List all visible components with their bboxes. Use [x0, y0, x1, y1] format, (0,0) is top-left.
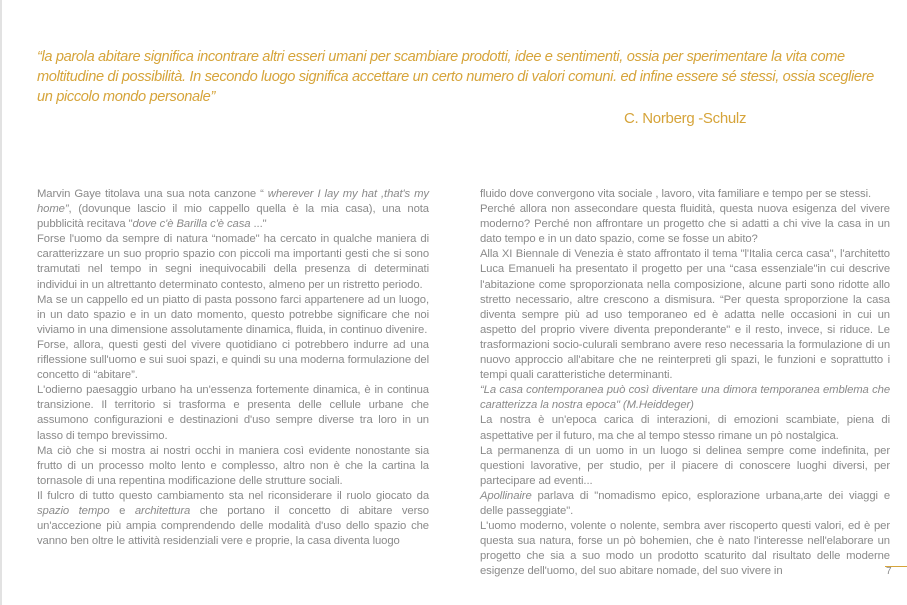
body-text: ..." [250, 218, 267, 231]
epigraph-quote: “la parola abitare significa incontrare altri esseri umani per scambiare prodotti, idee e sentimenti, ossia per sperimentare la vita come moltitudine di possibilità. In secondo luogo significa accettare un certo numero di valori comuni. ed infine essere sé stessi, ossia scegliere un piccolo mondo personale” [37, 49, 874, 105]
paragraph [480, 519, 890, 579]
paragraph [37, 232, 429, 292]
paragraph [37, 444, 429, 489]
paragraph [37, 293, 429, 338]
body-text: fluido dove convergono vita sociale , lavoro, vita familiare e tempo per se stessi. [480, 188, 872, 200]
paragraph [480, 187, 890, 202]
body-text: Ma se un cappello ed un piatto di pasta possono farci appartenere ad un luogo, in un dato spazio e in un dato momento, questo potrebbe significare che noi viviamo in una dimensione assolutamente dinamica, fluida, in continuo divenire. [37, 293, 429, 336]
paragraph [480, 413, 890, 443]
body-text: La nostra è un'epoca carica di interazioni, di emozioni scambiate, piena di aspettative per il futuro, ma che al tempo stesso rimane un pò nostalgica. [480, 414, 890, 442]
body-text: Ma ciò che si mostra ai nostri occhi in maniera così evidente nonostante sia frutto di un processo molto lento e complesso, altro non è che la cartina la tornasole di una repentina modificazione delle strutture sociali. [37, 444, 429, 487]
text-column-right [480, 187, 890, 579]
body-text: Marvin Gaye titolava una sua nota canzone “ [37, 188, 268, 200]
body-text: e [109, 504, 135, 517]
body-text: L'uomo moderno, volente o nolente, sembra aver riscoperto questi valori, ed è per questa sua natura, forse un pò bohemien, che è nato l'interesse nell'elaborare un progetto che sia a suo modo un prodotto scaturito dal risultato delle moderne esigenze dell'uomo, del suo abitare nomade, del suo vivere in [480, 520, 890, 578]
italic-text: dove c'è Barilla c'è casa [132, 218, 251, 231]
paragraph [480, 202, 890, 247]
paragraph [480, 247, 890, 383]
body-text: L'odierno paesaggio urbano ha un'essenza fortemente dinamica, è in continua transizione. Il territorio si trasforma e presenta delle cellule urbane che assumono configurazioni e destinazioni d'uso sempre diverse tra loro in un lasso di tempo brevissimo. [37, 384, 429, 442]
body-text: parlava di "nomadismo epico, esplorazione urbana,arte dei viaggi e delle passeggiate". [480, 489, 890, 517]
page-number: 7 [886, 566, 892, 577]
text-column-left [37, 187, 429, 549]
body-text: Alla XI Biennale di Venezia è stato affrontato il tema "l'Italia cerca casa", l'architetto Luca Emanueli ha presentato il progetto per una “casa essenziale"in cui descrive l'abitazione come sproporzionata nella composizione, alcune parti sono ridotte allo stretto necessario, altre crescono a dismisura. “Per questa sproporzione la casa diventa sempre più ad uso temporaneo ed è adatta nelle occasioni in cui un aspetto del proprio vivere diventa preponderante" e il resto, invece, si riduce. Le trasformazioni socio-culurali sembrano avere reso necessaria la formulazione di un nuovo approccio all'abitare che ne reinterpreti gli spazi, le funzioni e soprattutto i tempi quali caratteristiche determinanti. [480, 248, 890, 382]
italic-text: Apollinaire [480, 489, 532, 502]
quote-author: C. Norberg -Schulz [624, 110, 747, 127]
italic-text: wherever I lay my hat ,that's my home” [37, 188, 429, 216]
paragraph [37, 383, 429, 443]
body-text: , (dovunque lascio il mio cappello quella è la mia casa), una nota pubblicità recitava " [37, 203, 429, 231]
body-text: Forse l'uomo da sempre di natura “nomade" ha cercato in qualche maniera di caratterizzare un suo proprio spazio con piccoli ma importanti gesti che si sono tramutati nel tempo in segni inequivocabili della presenza di determinati individui in un altrettanto determinato contesto, almeno per un ristretto periodo. [37, 233, 429, 291]
paragraph [37, 489, 429, 549]
body-text: Perché allora non assecondare questa fluidità, questa nuova esigenza del vivere moderno? Perché non affrontare un progetto che si adatti a chi vive la casa in un dato tempo e in un dato spazio, come se fosse un abito? [480, 203, 890, 246]
italic-text: architettura [134, 504, 191, 517]
italic-text: spazio tempo [37, 504, 110, 517]
paragraph [480, 489, 890, 519]
page-edge-divider [0, 0, 2, 605]
paragraph [480, 444, 890, 489]
body-text: Il fulcro di tutto questo cambiamento sta nel riconsiderare il ruolo giocato da [37, 489, 429, 502]
italic-text: “La casa contemporanea può così diventare una dimora temporanea emblema che caratterizza la nostra epoca" (M.Heiddeger) [480, 384, 890, 412]
body-text: che portano il concetto di abitare verso un'accezione più ampia comprendendo delle modalità d'uso dello spazio che vanno ben oltre le attività residenziali vere e proprie, la casa diventa luogo [37, 504, 429, 548]
paragraph [37, 338, 429, 383]
paragraph [480, 383, 890, 413]
paragraph [37, 187, 429, 232]
body-text: La permanenza di un uomo in un luogo si delinea sempre come indefinita, per questioni lavorative, per studio, per il piacere di conoscere luoghi diversi, per partecipare ad eventi... [480, 444, 890, 487]
body-text: Forse, allora, questi gesti del vivere quotidiano ci potrebbero indurre ad una riflessione sull'uomo e sui suoi spazi, e quindi su una moderna formulazione del concetto di “abitare”. [37, 338, 429, 382]
